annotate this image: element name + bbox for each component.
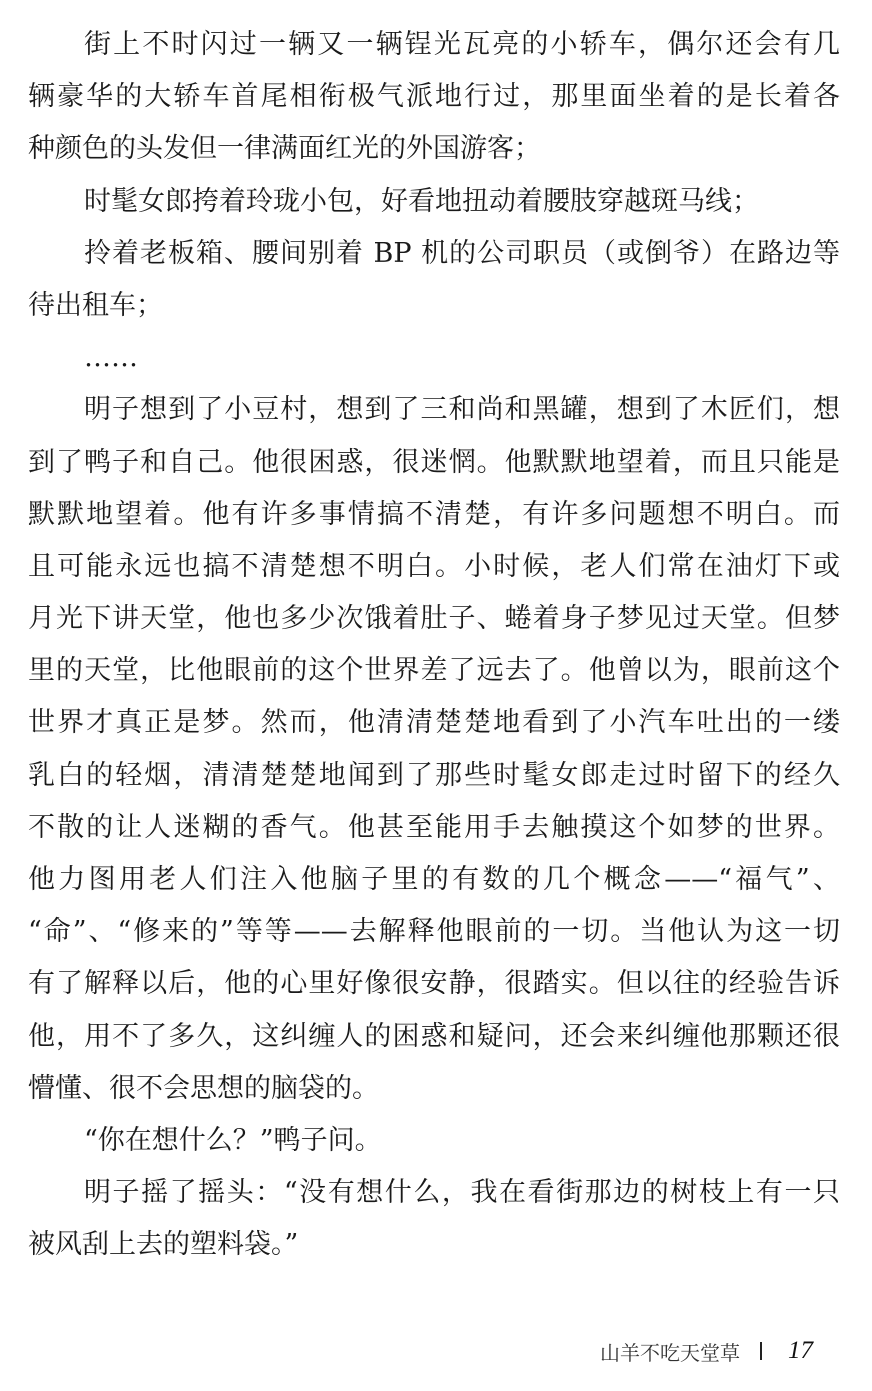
text-line: 他，用不了多久，这纠缠人的困惑和疑问，还会来纠缠他那颗还很	[28, 1020, 840, 1052]
text-line: ……	[84, 342, 138, 374]
text-line: “你在想什么？”鸭子问。	[84, 1124, 382, 1156]
text-line: 种颜色的头发但一律满面红光的外国游客；	[28, 133, 541, 165]
paragraph	[28, 1167, 840, 1271]
text-line: 乳白的轻烟，清清楚楚地闻到了那些时髦女郎走过时留下的经久	[28, 759, 840, 791]
text-line: 月光下讲天堂，他也多少次饿着肚子、蜷着身子梦见过天堂。但梦	[28, 603, 840, 635]
text-line: 世界才真正是梦。然而，他清清楚楚地看到了小汽车吐出的一缕	[28, 707, 840, 739]
text-line: 有了解释以后，他的心里好像很安静，很踏实。但以往的经验告诉	[28, 968, 840, 1000]
paragraph	[28, 1115, 840, 1167]
text-line: “命”、“修来的”等等——去解释他眼前的一切。当他认为这一切	[28, 916, 840, 948]
paragraph	[28, 384, 840, 1115]
text-line: 时髦女郎挎着玲珑小包，好看地扭动着腰肢穿越斑马线；	[84, 185, 759, 217]
text-line: 辆豪华的大轿车首尾相衔极气派地行过，那里面坐着的是长着各	[28, 81, 840, 113]
paragraph	[28, 19, 840, 176]
paragraph	[28, 176, 840, 228]
paragraph	[28, 228, 840, 332]
text-line: 明子摇了摇头：“没有想什么，我在看街那边的树枝上有一只	[84, 1177, 840, 1209]
page-number: 17	[788, 1337, 813, 1364]
text-line: 待出租车；	[28, 289, 163, 321]
text-line: 里的天堂，比他眼前的这个世界差了远去了。他曾以为，眼前这个	[28, 655, 840, 687]
page-footer	[600, 1335, 813, 1367]
text-line: 街上不时闪过一辆又一辆锃光瓦亮的小轿车，偶尔还会有几	[84, 29, 840, 60]
text-line: 到了鸭子和自己。他很困惑，很迷惘。他默默地望着，而且只能是	[28, 446, 840, 478]
text-line: 明子想到了小豆村，想到了三和尚和黑罐，想到了木匠们，想	[84, 394, 840, 426]
text-line: 他力图用老人们注入他脑子里的有数的几个概念——“福气”、	[28, 864, 840, 895]
text-line: 不散的让人迷糊的香气。他甚至能用手去触摸这个如梦的世界。	[28, 811, 840, 843]
body-text	[28, 19, 840, 1272]
text-line: 拎着老板箱、腰间别着 BP 机的公司职员（或倒爷）在路边等	[84, 237, 840, 269]
text-line: 默默地望着。他有许多事情搞不清楚，有许多问题想不明白。而	[28, 498, 840, 530]
text-line: 且可能永远也搞不清楚想不明白。小时候，老人们常在油灯下或	[28, 550, 840, 582]
text-line: 被风刮上去的塑料袋。”	[28, 1229, 299, 1261]
text-line: 懵懂、很不会思想的脑袋的。	[28, 1072, 379, 1104]
footer-divider	[760, 1342, 762, 1360]
running-title: 山羊不吃天堂草	[600, 1340, 740, 1365]
paragraph	[28, 332, 840, 384]
